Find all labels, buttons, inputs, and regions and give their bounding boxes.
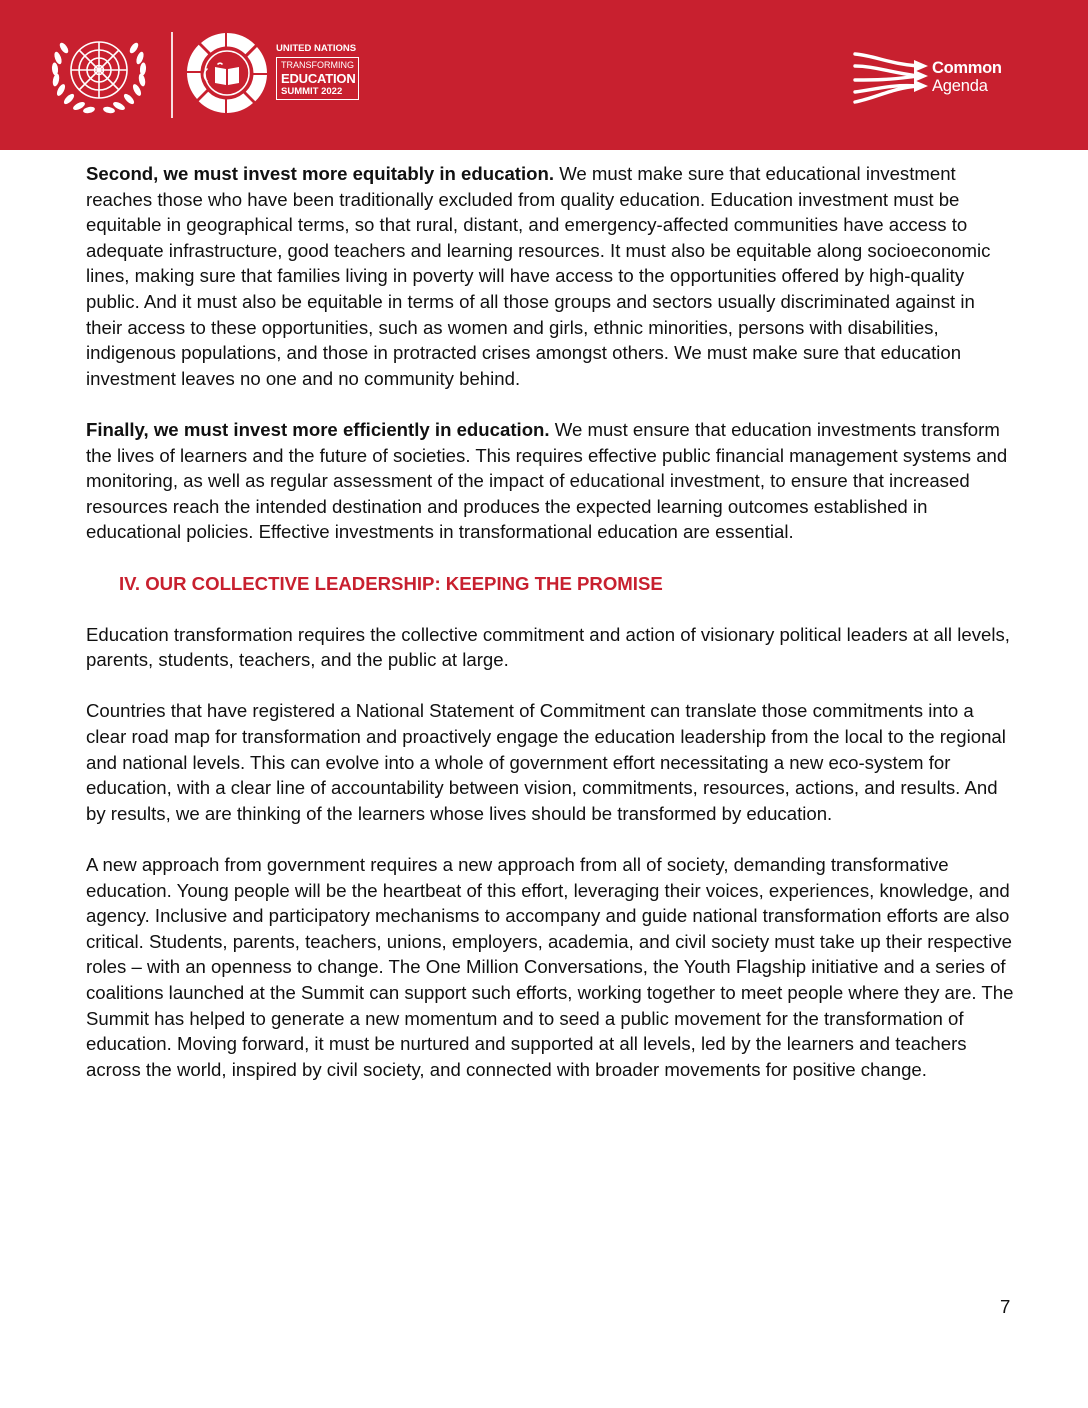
paragraph-whole-of-society: A new approach from government requires a new approach from all of society, demanding transformative education. Young people will be the heartbeat of this effort, leveraging their voices, experiences, knowledge, and agency. Inclusive and participatory mechanisms to accompany and guide national transformation efforts are also critical. Students, parents, teachers, unions, employers, academia, and civil society must take up their respective roles – with an openness to change. The One Million Conversations, the Youth Flagship initiative and a series of coalitions launched at the Summit can support such efforts, working together to meet people where they are. The Summit has helped to generate a new momentum and to seed a public movement for the transformation of education. Moving forward, it must be nurtured and supported at all levels, led by the learners and teachers across the world, inspired by civil society, and connected with broader movements for positive change. <box>86 854 1014 1080</box>
page-number: 7 <box>1000 1296 1011 1317</box>
common-agenda-wordmark <box>932 60 1002 94</box>
paragraph-collective-commitment: Education transformation requires the collective commitment and action of visionary political leaders at all levels, parents, students, teachers, and the public at large. <box>86 623 1010 671</box>
common-agenda-arrows-icon <box>852 46 930 106</box>
tes-line-united-nations: UNITED NATIONS <box>276 43 357 54</box>
un-emblem-icon <box>38 28 160 124</box>
paragraph-lead: Second, we must invest more equitably in education. <box>86 163 555 184</box>
tes-line-transforming: TRANSFORMING <box>281 59 354 70</box>
paragraph-efficient-investment <box>86 417 1016 545</box>
tes-box <box>276 57 359 101</box>
tes-wordmark <box>276 44 360 100</box>
paragraph-text: We must make sure that educational investment reaches those who have been traditionally excluded from quality education. Education investment must be equitable in geographical terms, so that rural, distant, and emergency-affected communities have access to adequate infrastructure, good teachers and learning resources. It must also be equitable along socioeconomic lines, making sure that families living in poverty will have access to the opportunities offered by high-quality public. And it must also be equitable in terms of all those groups and sectors usually discriminated against in their access to these opportunities, such as women and girls, ethnic minorities, persons with disabilities, indigenous populations, and those in protracted crises amongst others. We must make sure that education investment leaves no one and no community behind. <box>86 163 991 389</box>
document-body <box>86 161 1016 1108</box>
header-banner <box>0 0 1088 150</box>
header-divider <box>171 32 173 118</box>
tes-wheel-icon <box>185 31 269 115</box>
paragraph-text: We must ensure that education investments transform the lives of learners and the future of societies. This requires effective public financial management systems and monitoring, as well as regular assessment of the impact of educational investment, to ensure that increased resources reach the intended destination and produces the expected learning outcomes established in educational policies. Effective investments in transformational education are essential. <box>86 418 1008 543</box>
paragraph-national-statement: Countries that have registered a National Statement of Commitment can translate those commitments into a clear road map for transformation and proactively engage the education leadership from the local to the regional and national levels. This can evolve into a whole of government effort necessitating a new eco-system for education, with a clear line of accountability between vision, commitments, resources, actions, and results. And by results, we are thinking of the learners whose lives should be transformed by education. <box>86 700 1006 824</box>
tes-line-summit: SUMMIT 2022 <box>281 85 343 97</box>
common-agenda-line2: Agenda <box>932 76 988 95</box>
common-agenda-line1: Common <box>932 59 1002 77</box>
paragraph-lead: Finally, we must invest more efficiently in education. <box>86 418 550 440</box>
paragraph-equitable-investment <box>86 161 1016 391</box>
tes-line-education: EDUCATION <box>281 70 356 86</box>
section-heading: IV. OUR COLLECTIVE LEADERSHIP: KEEPING THE PROMISE <box>119 572 663 594</box>
